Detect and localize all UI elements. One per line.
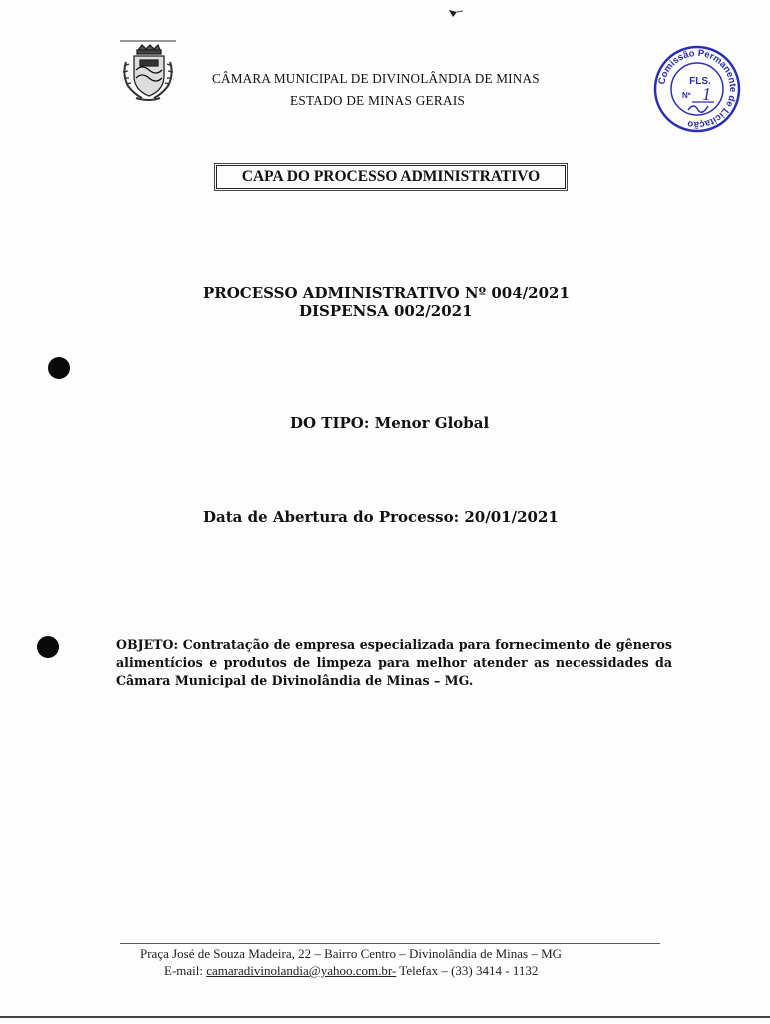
dispensa-number: DISPENSA 002/2021 xyxy=(299,302,473,320)
footer-phone: Telefax – (33) 3414 - 1132 xyxy=(399,963,539,978)
objeto-label: OBJETO: xyxy=(116,637,179,652)
institution-name: CÂMARA MUNICIPAL DE DIVINOLÂNDIA DE MINAS xyxy=(212,71,540,86)
page-edge xyxy=(0,1016,770,1018)
footer-divider xyxy=(120,943,660,944)
abertura-label: Data de Abertura do Processo: xyxy=(203,508,460,526)
footer-address: Praça José de Souza Madeira, 22 – Bairro Centro – Divinolândia de Minas – MG xyxy=(140,946,563,961)
tipo-label: DO TIPO: xyxy=(290,414,370,432)
cover-title: CAPA DO PROCESSO ADMINISTRATIVO xyxy=(216,165,566,189)
abertura-value: 20/01/2021 xyxy=(464,508,559,526)
tipo-value: Menor Global xyxy=(374,414,490,432)
stamp-number-prefix: Nº xyxy=(682,91,691,100)
footer-contact xyxy=(164,963,538,979)
scan-artifact-icon xyxy=(448,6,464,18)
stamp-icon xyxy=(652,44,742,134)
stamp-ring-text: Comissão Permanente de Licitação xyxy=(656,47,739,131)
footer-email[interactable]: camaradivinolandia@yahoo.com.br- xyxy=(206,963,397,978)
punch-hole-icon xyxy=(48,357,70,379)
stamp-label: FLS. xyxy=(689,76,711,87)
process-number: PROCESSO ADMINISTRATIVO Nº 004/2021 xyxy=(203,284,570,302)
objeto-text: Contratação de empresa especializada para fornecimento de gêneros alimentícios e produtos de limpeza para melhor atender as necessidades da Câmara Municipal de Divinolândia de Minas – MG. xyxy=(116,637,672,688)
crest-icon xyxy=(118,40,178,102)
state-name: ESTADO DE MINAS GERAIS xyxy=(290,93,466,108)
stamp-number: 1 xyxy=(702,84,711,104)
abertura-line xyxy=(203,508,559,526)
footer-email-label: E-mail: xyxy=(164,963,203,978)
tipo-line xyxy=(290,414,489,432)
objeto-paragraph xyxy=(116,636,672,690)
punch-hole-icon xyxy=(37,636,59,658)
